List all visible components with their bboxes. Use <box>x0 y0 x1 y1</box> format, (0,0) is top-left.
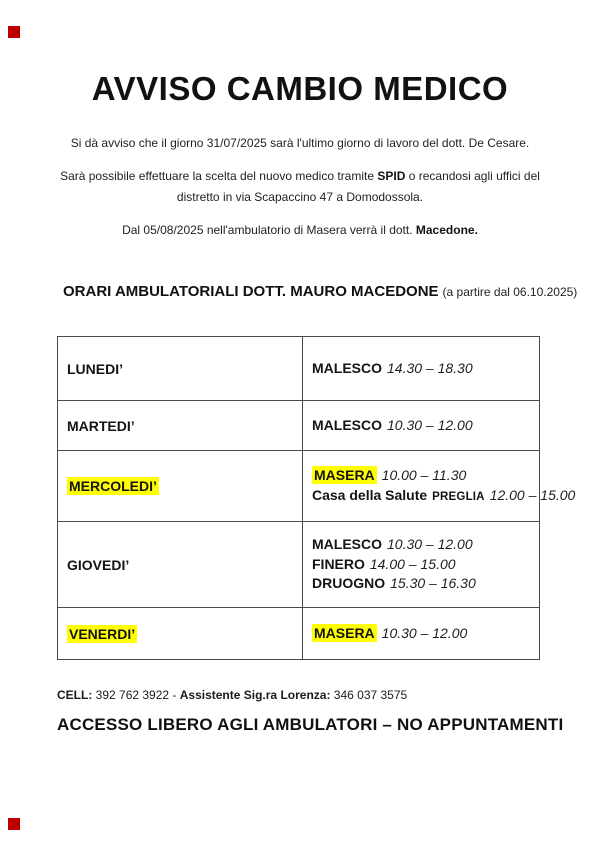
day-cell <box>58 608 303 660</box>
hours-cell <box>303 451 576 522</box>
schedule-heading-start-date: (a partire dal 06.10.2025) <box>442 285 578 299</box>
schedule-table <box>57 336 576 660</box>
notice-paragraph-last-day: Si dà avviso che il giorno 31/07/2025 sarà l'ultimo giorno di lavoro del dott. De Cesare. <box>70 136 530 150</box>
schedule-entry <box>312 486 576 506</box>
red-page-marker-bottom-icon <box>8 818 20 830</box>
place-name: MALESCO <box>312 535 382 552</box>
time-range: 10.30 – 12.00 <box>387 535 473 552</box>
day-cell <box>58 337 303 401</box>
contact-line <box>57 688 600 702</box>
schedule-table-body <box>58 337 576 660</box>
time-range: 14.00 – 15.00 <box>369 555 456 572</box>
cell-label: CELL: <box>57 688 93 702</box>
schedule-row-martedi <box>58 401 540 451</box>
spid-bold-text: SPID <box>377 169 406 183</box>
hours-cell <box>303 522 540 608</box>
schedule-heading <box>63 283 600 300</box>
day-cell <box>58 451 303 522</box>
assistant-number: 346 037 3575 <box>330 688 408 702</box>
day-label: GIOVEDI’ <box>67 556 130 573</box>
place-name: MALESCO <box>312 359 382 376</box>
cell-number: 392 762 3922 - <box>92 688 180 702</box>
day-cell <box>58 522 303 608</box>
new-doctor-name-bold: Macedone. <box>415 223 478 237</box>
day-label-highlighted: MERCOLEDI’ <box>69 478 157 494</box>
day-cell <box>58 401 303 451</box>
schedule-row-lunedi <box>58 337 540 401</box>
hours-cell <box>303 337 540 401</box>
place-name: DRUOGNO <box>312 575 386 592</box>
time-range: 10.30 – 12.00 <box>381 624 468 641</box>
schedule-heading-text: ORARI AMBULATORIALI DOTT. MAURO MACEDONE <box>63 283 439 300</box>
red-page-marker-top-icon <box>8 26 20 38</box>
time-range: 15.30 – 16.30 <box>390 575 476 592</box>
notice-paragraph-spid <box>50 166 550 208</box>
time-range: 14.30 – 18.30 <box>387 359 473 376</box>
day-label: LUNEDI’ <box>67 360 123 377</box>
time-range: 12.00 – 15.00 <box>489 487 576 503</box>
schedule-row-giovedi <box>58 522 540 608</box>
hours-cell <box>303 401 540 451</box>
access-note: ACCESSO LIBERO AGLI AMBULATORI – NO APPUNTAMENTI <box>57 715 564 734</box>
schedule-entry <box>312 574 531 594</box>
place-name: FINERO <box>312 555 365 572</box>
notice-paragraph-new-doctor <box>0 220 600 241</box>
schedule-entry <box>312 555 531 575</box>
hours-cell <box>303 608 540 660</box>
time-range: 10.00 – 11.30 <box>381 467 467 484</box>
schedule-entry <box>312 624 531 644</box>
day-label-highlighted: VENERDI’ <box>69 625 136 642</box>
schedule-entry <box>312 466 531 486</box>
assistant-label: Assistente Sig.ra Lorenza: <box>179 688 331 702</box>
schedule-row-venerdi <box>58 608 540 660</box>
place-name-highlighted: MASERA <box>314 467 375 484</box>
schedule-entry <box>312 535 531 555</box>
schedule-entry <box>312 359 531 379</box>
place-name-caps: PREGLIA <box>432 491 485 503</box>
time-range: 10.30 – 12.00 <box>387 416 473 433</box>
page-title: AVVISO CAMBIO MEDICO <box>91 70 509 107</box>
place-name-highlighted: MASERA <box>314 624 375 641</box>
notice-paragraph-spid-post: o recandosi agli uffici del distretto in via Scapaccino 47 a Domodossola. <box>176 169 540 204</box>
notice-paragraph-spid-pre: Sarà possibile effettuare la scelta del nuovo medico tramite <box>60 169 378 183</box>
place-name: Casa della Salute <box>312 487 428 503</box>
day-label: MARTEDI’ <box>67 417 135 434</box>
schedule-row-mercoledi <box>58 451 540 522</box>
notice-paragraph-new-doctor-pre: Dal 05/08/2025 nell'ambulatorio di Masera verrà il dott. <box>122 223 416 237</box>
schedule-entry <box>312 416 531 436</box>
place-name: MALESCO <box>312 416 382 433</box>
